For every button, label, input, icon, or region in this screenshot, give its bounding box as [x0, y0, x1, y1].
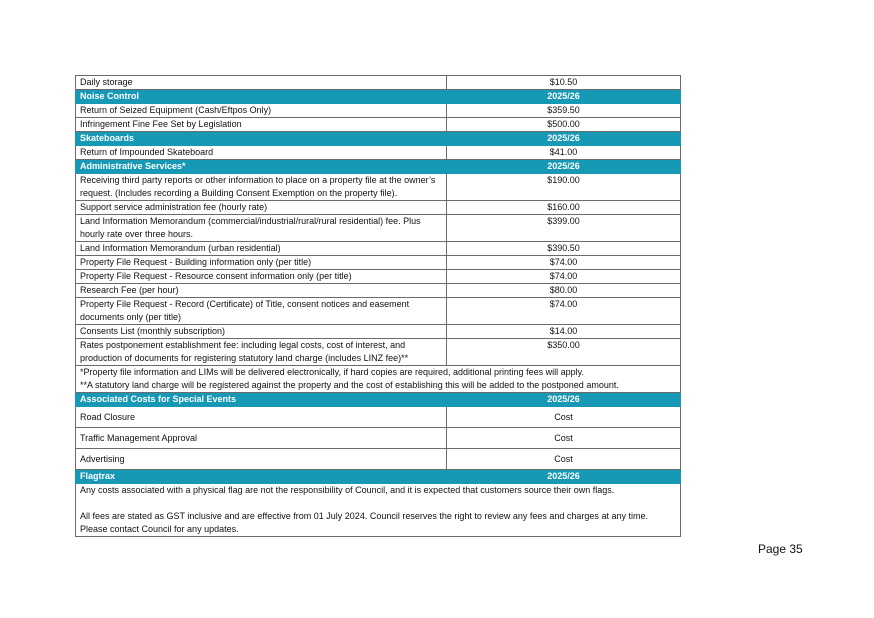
row-value: $399.00: [447, 215, 681, 242]
row-label: Receiving third party reports or other information to place on a property file at the owner’s request. (Includes recording a Building Consent Exemption on the property file).: [76, 174, 447, 201]
table-row: [76, 270, 681, 284]
row-label: Research Fee (per hour): [76, 284, 447, 298]
section-year: 2025/26: [447, 132, 681, 146]
row-label: Land Information Memorandum (urban residential): [76, 242, 447, 256]
row-label: Property File Request - Building information only (per title): [76, 256, 447, 270]
row-label: Infringement Fine Fee Set by Legislation: [76, 118, 447, 132]
row-value: $80.00: [447, 284, 681, 298]
table-row: [76, 339, 681, 366]
row-value: $10.50: [447, 76, 681, 90]
section-title: Noise Control: [76, 90, 447, 104]
section-title: Administrative Services*: [76, 160, 447, 174]
row-label: Land Information Memorandum (commercial/industrial/rural/rural residential) fee. Plus hourly rate over three hours.: [76, 215, 447, 242]
section-header-associated-costs: [76, 393, 681, 407]
row-value: $74.00: [447, 270, 681, 284]
closing-notes-row: [76, 484, 681, 537]
table-row: [76, 284, 681, 298]
closing-notes-cell: [76, 484, 681, 537]
table-row: [76, 449, 681, 470]
row-value: Cost: [447, 449, 681, 470]
row-label: Property File Request - Record (Certificate) of Title, consent notices and easement documents only (per title): [76, 298, 447, 325]
table-row: [76, 256, 681, 270]
row-value: $500.00: [447, 118, 681, 132]
footnote-electronic-delivery: *Property file information and LIMs will be delivered electronically, if hard copies are required, additional printing fees will apply.: [80, 367, 584, 377]
table-row: [76, 428, 681, 449]
section-title: Skateboards: [76, 132, 447, 146]
row-value: $74.00: [447, 298, 681, 325]
row-label: Traffic Management Approval: [76, 428, 447, 449]
row-value: $390.50: [447, 242, 681, 256]
flag-costs-note: Any costs associated with a physical flag are not the responsibility of Council, and it is expected that customers source their own flags.: [80, 485, 615, 495]
row-value: $190.00: [447, 174, 681, 201]
gst-statement: All fees are stated as GST inclusive and are effective from 01 July 2024. Council reserves the right to review any fees and charges at any time. Please contact Council for any updates.: [80, 511, 648, 534]
page-number: Page 35: [758, 542, 803, 556]
section-header-noise-control: [76, 90, 681, 104]
section-header-flagtrax: [76, 470, 681, 484]
table-row: [76, 104, 681, 118]
table-row: [76, 298, 681, 325]
row-label: Return of Impounded Skateboard: [76, 146, 447, 160]
row-value: $41.00: [447, 146, 681, 160]
table-row: [76, 242, 681, 256]
table-row: [76, 325, 681, 339]
table-row: [76, 215, 681, 242]
section-header-administrative-services: [76, 160, 681, 174]
section-header-skateboards: [76, 132, 681, 146]
section-title: Associated Costs for Special Events: [76, 393, 447, 407]
table-row: [76, 146, 681, 160]
row-value: $160.00: [447, 201, 681, 215]
row-value: $350.00: [447, 339, 681, 366]
row-label: Rates postponement establishment fee: including legal costs, cost of interest, and production of documents for registering statutory land charge (includes LINZ fee)**: [76, 339, 447, 366]
section-year: 2025/26: [447, 160, 681, 174]
row-label: Property File Request - Resource consent information only (per title): [76, 270, 447, 284]
section-title: Flagtrax: [76, 470, 447, 484]
row-label: Daily storage: [76, 76, 447, 90]
row-value: $14.00: [447, 325, 681, 339]
table-row: [76, 174, 681, 201]
footnotes-row: [76, 366, 681, 393]
table-row: [76, 118, 681, 132]
row-value: Cost: [447, 407, 681, 428]
section-year: 2025/26: [447, 393, 681, 407]
row-label: Return of Seized Equipment (Cash/Eftpos Only): [76, 104, 447, 118]
row-label: Support service administration fee (hourly rate): [76, 201, 447, 215]
footnotes-cell: [76, 366, 681, 393]
fees-table: [75, 75, 681, 537]
row-value: $74.00: [447, 256, 681, 270]
section-year: 2025/26: [447, 90, 681, 104]
table-row: [76, 407, 681, 428]
row-label: Road Closure: [76, 407, 447, 428]
row-value: Cost: [447, 428, 681, 449]
row-label: Consents List (monthly subscription): [76, 325, 447, 339]
footnote-statutory-charge: **A statutory land charge will be registered against the property and the cost of establishing this will be added to the postponed amount.: [80, 380, 619, 390]
table-row: [76, 76, 681, 90]
row-value: $359.50: [447, 104, 681, 118]
table-row: [76, 201, 681, 215]
spacer: [80, 497, 676, 510]
section-year: 2025/26: [447, 470, 681, 484]
row-label: Advertising: [76, 449, 447, 470]
